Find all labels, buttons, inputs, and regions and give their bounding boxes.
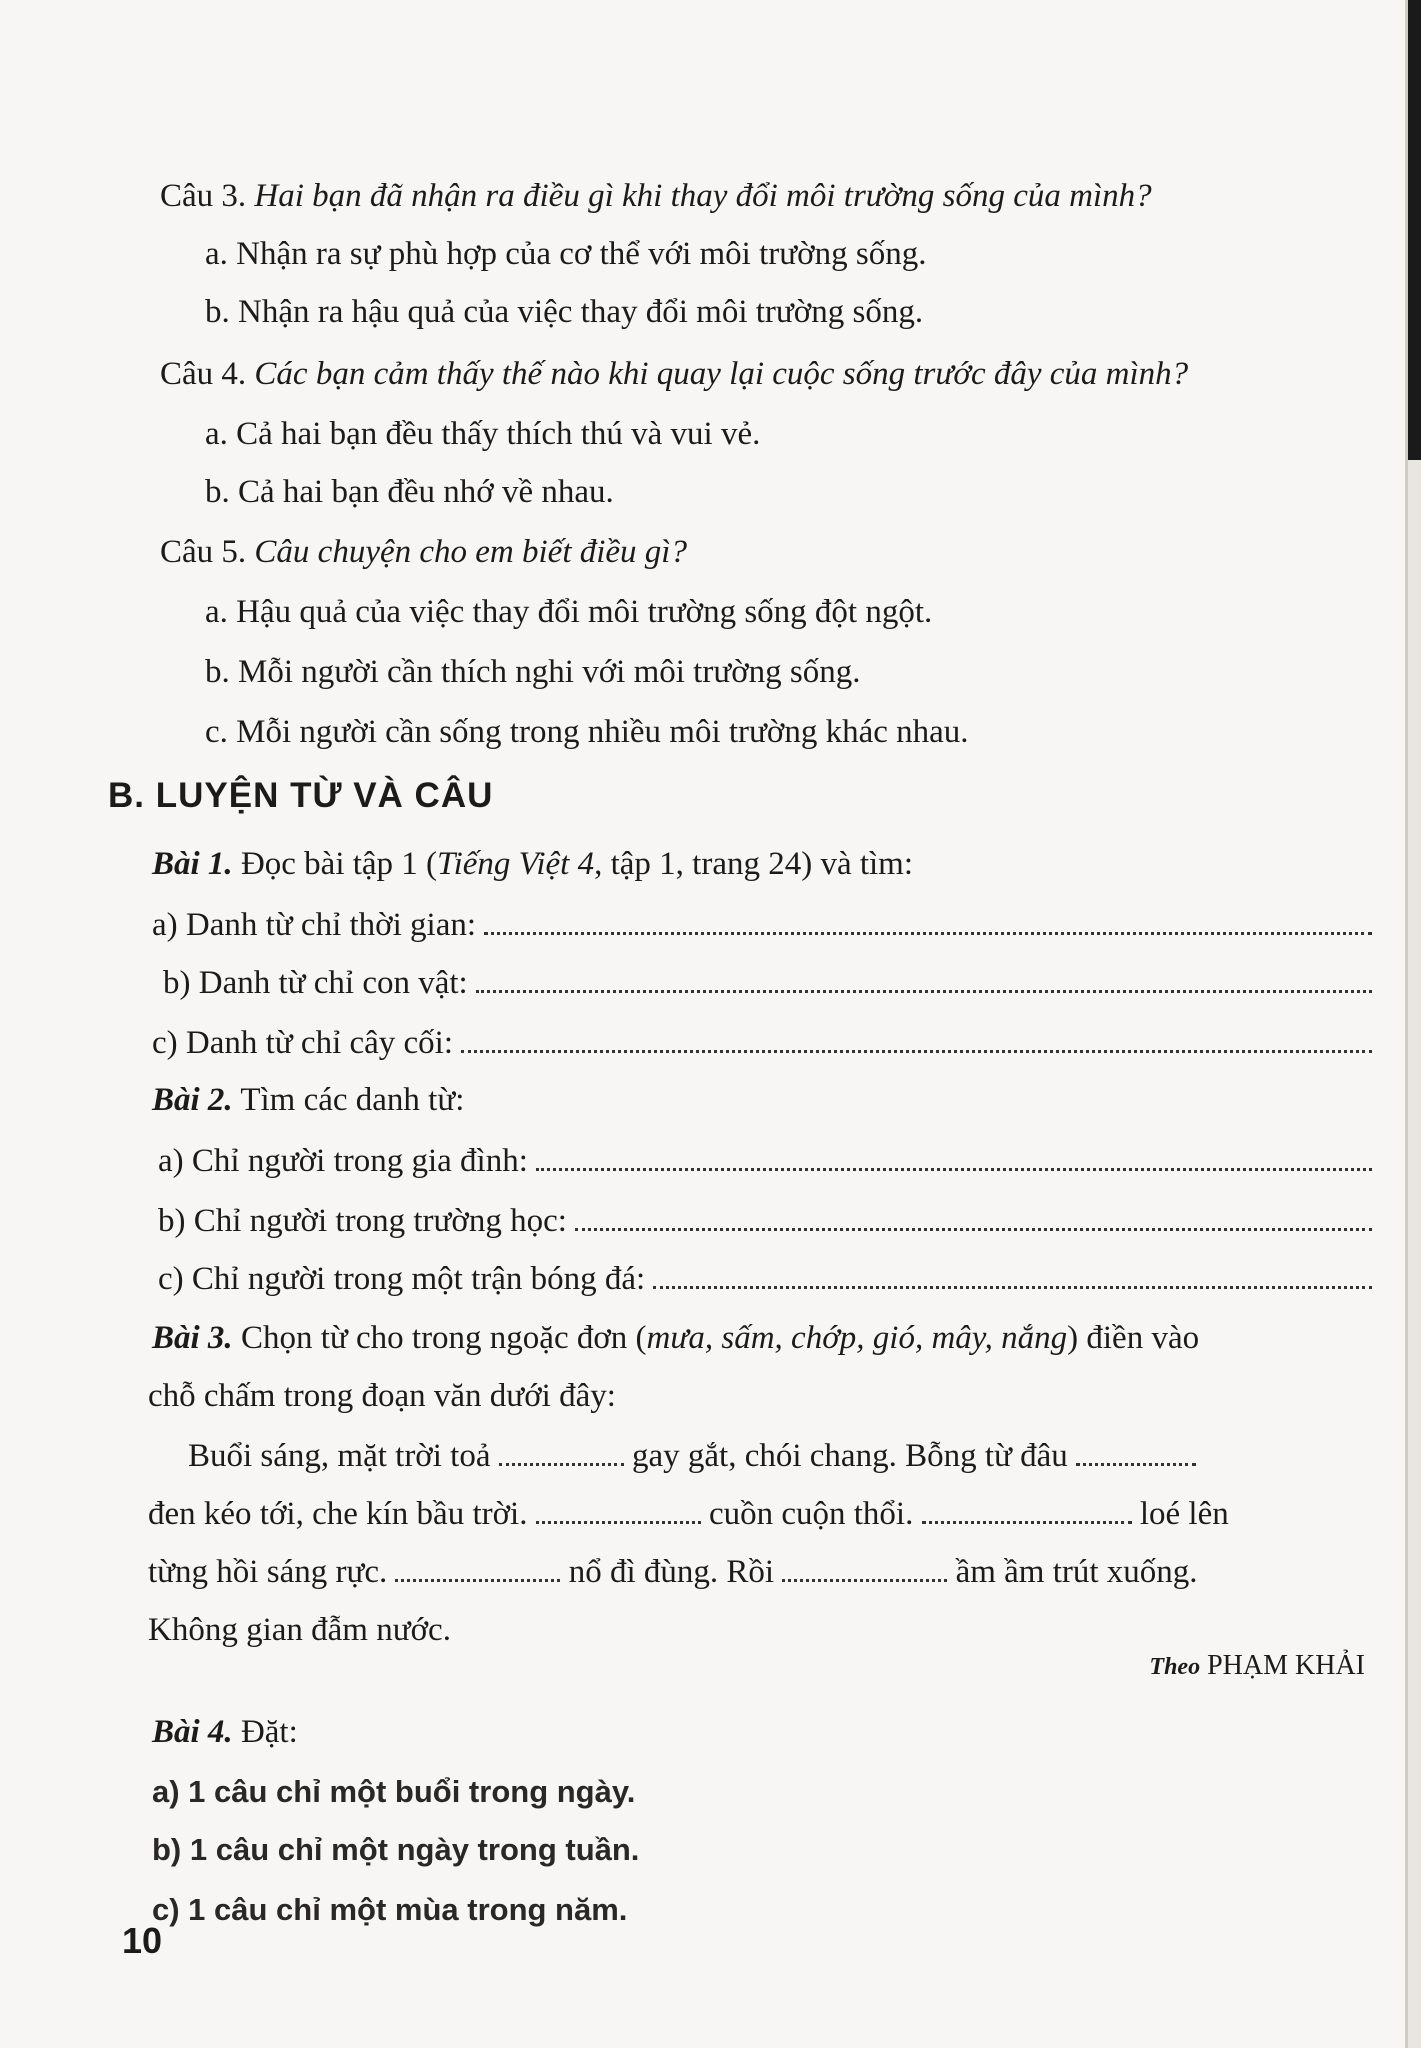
option: b. Nhận ra hậu quả của việc thay đổi môi trường sống. — [205, 294, 924, 330]
passage-text: Buổi sáng, mặt trời toả — [188, 1438, 491, 1474]
dotted-blank[interactable] — [476, 962, 1372, 993]
option: b. Cả hai bạn đều nhớ về nhau. — [205, 474, 614, 510]
answer-prompt: c) Danh từ chỉ cây cối: — [152, 1025, 454, 1061]
exercise-label: Bài 1. — [152, 846, 233, 882]
answer-prompt: a) Danh từ chỉ thời gian: — [152, 907, 477, 943]
question-text: Các bạn cảm thấy thế nào khi quay lại cuộc sống trước đây của mình? — [254, 356, 1189, 392]
exercise-label: Bài 2. — [152, 1082, 233, 1118]
exercise-1 — [152, 844, 913, 884]
question-label: Câu 4. — [160, 356, 247, 392]
answer-prompt: a) Chỉ người trong gia đình: — [158, 1143, 528, 1179]
question-3 — [160, 176, 1152, 216]
dotted-blank[interactable] — [395, 1555, 560, 1582]
question-text: Hai bạn đã nhận ra điều gì khi thay đổi môi trường sống của mình? — [254, 178, 1152, 214]
author-credit — [1149, 1650, 1365, 1682]
question-label: Câu 3. — [160, 178, 247, 214]
question-5 — [160, 532, 687, 572]
answer-prompt: c) Chỉ người trong một trận bóng đá: — [158, 1261, 646, 1297]
passage-text: ầm ầm trút xuống. — [955, 1554, 1198, 1590]
author-name: PHẠM KHẢI — [1207, 1650, 1365, 1681]
exercise-label: Bài 3. — [152, 1320, 233, 1356]
page-number: 10 — [122, 1920, 163, 1961]
answer-line — [152, 1022, 1372, 1063]
passage-text: từng hồi sáng rực. — [148, 1554, 388, 1590]
exercise-label: Bài 4. — [152, 1714, 233, 1750]
option: a. Cả hai bạn đều thấy thích thú và vui vẻ. — [205, 416, 761, 452]
exercise-text: Đọc bài tập 1 ( — [240, 846, 438, 882]
exercise-text: Chọn từ cho trong ngoặc đơn ( — [240, 1320, 647, 1356]
answer-prompt: b) Danh từ chỉ con vật: — [163, 965, 468, 1001]
passage-text: cuồn cuộn thổi. — [708, 1496, 914, 1532]
passage-text: gay gắt, chói chang. Bỗng từ đâu — [632, 1438, 1068, 1474]
dotted-blank[interactable] — [536, 1140, 1372, 1171]
dotted-blank[interactable] — [922, 1497, 1132, 1524]
answer-prompt: b) Chỉ người trong trường học: — [158, 1203, 567, 1239]
passage-text: nổ đì đùng. Rồi — [568, 1554, 775, 1590]
question-text: Câu chuyện cho em biết điều gì? — [254, 534, 687, 570]
task-item: b) 1 câu chỉ một ngày trong tuần. — [152, 1832, 640, 1867]
answer-line — [158, 1258, 1372, 1299]
passage-line — [148, 1494, 1229, 1534]
passage-text: đen kéo tới, che kín bầu trời. — [148, 1496, 528, 1532]
dotted-blank[interactable] — [461, 1022, 1372, 1053]
book-title: Tiếng Việt 4 — [437, 846, 595, 882]
option: a. Hậu quả của việc thay đổi môi trường sống đột ngột. — [205, 594, 933, 630]
dotted-blank[interactable] — [782, 1555, 947, 1582]
dotted-blank[interactable] — [499, 1439, 624, 1466]
answer-line — [158, 1140, 1372, 1181]
word-choices: mưa, sấm, chớp, gió, mây, nắng — [646, 1320, 1068, 1356]
exercise-text: Đặt: — [240, 1714, 298, 1750]
option: c. Mỗi người cần sống trong nhiều môi trường khác nhau. — [205, 714, 969, 750]
section-heading: B. LUYỆN TỪ VÀ CÂU — [108, 776, 494, 815]
task-item: a) 1 câu chỉ một buổi trong ngày. — [152, 1774, 636, 1809]
question-4 — [160, 354, 1188, 394]
answer-line — [152, 904, 1372, 945]
dotted-blank[interactable] — [575, 1200, 1372, 1231]
dotted-blank[interactable] — [536, 1497, 701, 1524]
exercise-4 — [152, 1712, 298, 1752]
exercise-2 — [152, 1080, 464, 1120]
author-prefix: Theo — [1149, 1654, 1201, 1680]
option: a. Nhận ra sự phù hợp của cơ thể với môi trường sống. — [205, 236, 927, 272]
page-edge — [1408, 0, 1421, 460]
exercise-text: , tập 1, trang 24) và tìm: — [594, 846, 914, 882]
exercise-3 — [152, 1318, 1199, 1358]
passage-line — [148, 1552, 1198, 1592]
passage-line: Không gian đẫm nước. — [148, 1612, 451, 1648]
dotted-blank[interactable] — [653, 1258, 1372, 1289]
question-label: Câu 5. — [160, 534, 247, 570]
exercise-text: Tìm các danh từ: — [240, 1082, 465, 1118]
answer-line — [163, 962, 1372, 1003]
exercise-text: chỗ chấm trong đoạn văn dưới đây: — [148, 1378, 616, 1414]
task-item: c) 1 câu chỉ một mùa trong năm. — [152, 1892, 628, 1927]
option: b. Mỗi người cần thích nghi với môi trường sống. — [205, 654, 861, 690]
dotted-blank[interactable] — [1076, 1439, 1196, 1466]
answer-line — [158, 1200, 1372, 1241]
dotted-blank[interactable] — [484, 904, 1372, 935]
passage-line — [188, 1436, 1196, 1476]
exercise-text: ) điền vào — [1067, 1320, 1200, 1356]
passage-text: loé lên — [1139, 1496, 1229, 1532]
